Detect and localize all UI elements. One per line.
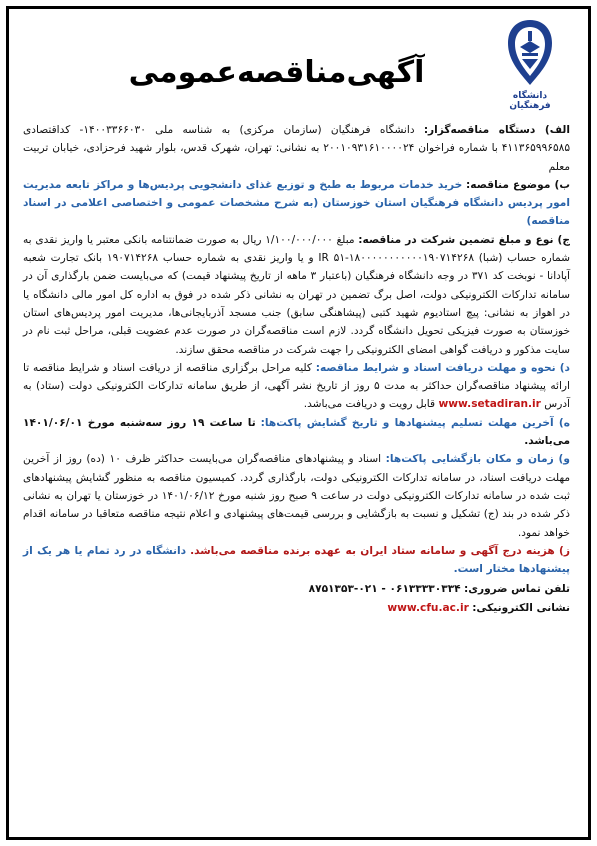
university-logo [492, 17, 568, 117]
contact-web [23, 599, 570, 617]
section-d [23, 359, 570, 414]
section-g-label: ز) هزینه درج آگهی و سامانه ستاد ایران به عهده برنده مناقصه می‌باشد. [190, 544, 570, 557]
logo-caption: دانشگاه فرهنگیان [509, 91, 551, 111]
setadiran-link[interactable]: www.setadiran.ir [438, 398, 541, 411]
section-c [23, 231, 570, 359]
section-f-label: و) زمان و مکان بازگشایی پاکت‌ها: [385, 453, 570, 466]
university-emblem-icon [502, 17, 558, 89]
phone-label: تلفن تماس ضروری: [464, 583, 570, 596]
section-a [23, 121, 570, 176]
section-d-text: کلیه مراحل برگزاری مناقصه از دریافت اسناد و شرایط مناقصه تا ارائه پیشنهاد مناقصه‌گران حداکثر به مدت ۵ روز از تاریخ نشر آگهی، از طریق سامانه تدارکات الکترونیکی دولت (ستاد) به آدرس [23, 361, 570, 411]
section-g-text: دانشگاه در رد تمام یا هر یک از پیشنهادها مختار است. [23, 544, 570, 576]
advertisement-frame [6, 6, 591, 840]
section-e-label: ه) آخرین مهلت تسلیم پیشنهادها و تاریخ گشایش پاکت‌ها: [260, 416, 570, 429]
section-e [23, 414, 570, 451]
section-c-text: مبلغ ۱/۱۰۰/۰۰۰/۰۰۰ ریال به صورت ضمانتنامه بانکی معتبر یا واریز نقدی به شماره حساب (شبا) IR ۵۱-۱۸۰۰۰۰۰۰۰۰۰۰۰۱۹۰۷۱۴۲۶۸ و یا واریز نقدی به شماره حساب ۱۹۰۷۱۴۲۶۸ بانک تجارت شعبه آپادانا - نوبخت کد ۳۷۱ در وجه دانشگاه فرهنگیان (باعتبار ۳ ماهه از تاریخ پیشنهاد قیمت) که می‌بایست ضمن بارگذاری آن در سامانه تدارکات الکترونیکی دولت، اصل برگ تضمین در تهران به نشانی ذکر شده در فوق به اداره کل امور مالی دانشگاه یا در اهواز به نشانی: پیچ استادیوم شهید کتبی (پیشاهنگی سابق) جنب مسجد آذربایجانی‌ها، مدیریت امور پردیس‌های استان خوزستان به صورت فیزیکی تحویل دانشگاه گردد. لازم است مناقصه‌گران در صورت عدم عضویت قبلی، مراحل ثبت نام در سایت مذکور و دریافت گواهی امضای الکترونیکی را جهت شرکت در مناقصه محقق سازند. [23, 233, 570, 356]
section-a-text: دانشگاه فرهنگیان (سازمان مرکزی) به شناسه ملی ۱۴۰۰۳۳۶۶۰۳۰- کداقتصادی ۴۱۱۳۶۵۹۹۶۵۸۵ با شماره فراخوان ۲۰۰۱۰۹۳۱۶۱۰۰۰۰۲۴ به نشانی: تهران، شهرک قدس، بلوار شهید فرحزادی، خیابان تربیت معلم [23, 124, 571, 173]
section-a-label: الف) دستگاه مناقصه‌گزار: [423, 124, 570, 136]
section-e-text: تا ساعت ۱۹ روز سه‌شنبه مورخ ۱۴۰۱/۰۶/۰۱ می‌باشد. [23, 416, 570, 448]
section-g [23, 542, 570, 579]
section-f [23, 450, 570, 541]
header [23, 15, 570, 121]
phone-number: ۰۶۱۳۳۳۳۰۳۳۴ - ۰۲۱-۸۷۵۱۳۵۳ [308, 583, 461, 596]
section-f-text: اسناد و پیشنهادهای مناقصه‌گران می‌بایست حداکثر ظرف ۱۰ (ده) روز از آخرین مهلت دریافت اسناد، در سامانه تدارکات الکترونیکی دولت، بارگذاری گردد. کمیسیون مناقصه به منظور گشایش پیشنهادهای ثبت شده در سامانه تدارکات الکترونیکی دولت در ساعت ۹ صبح روز شنبه مورخ ۱۴۰۱/۰۶/۱۲ در خوزستان یا تهران به نشانی ذکر شده در بند (ج) تشکیل و نسبت به بازگشایی و بررسی قیمت‌های پیشنهادی و اعلام نتیجه مناقصه متعاقبا در سامانه اقدام خواهد نمود. [23, 453, 570, 539]
section-c-label: ج) نوع و مبلغ تضمین شرکت در مناقصه: [358, 233, 570, 246]
section-d-text-after: قابل رویت و دریافت می‌باشد. [303, 398, 436, 411]
contact-phone [23, 580, 570, 598]
section-b-label: ب) موضوع مناقصه: [466, 178, 570, 191]
section-d-label: د) نحوه و مهلت دریافت اسناد و شرایط مناقصه: [315, 361, 570, 374]
web-label: نشانی الکترونیکی: [472, 601, 570, 614]
cfu-website-link[interactable]: www.cfu.ac.ir [387, 601, 469, 614]
section-b [23, 176, 570, 231]
page-title: آگهی‌مناقصه‌عمومی [128, 55, 425, 90]
advertisement-body [23, 121, 570, 617]
section-b-text: خرید خدمات مربوط به طبخ و توزیع غذای دانشجویی پردیس‌ها و مراکز تابعه مدیریت امور پردیس دانشگاه فرهنگیان استان خوزستان (به شرح مشخصات عمومی و اختصاصی اعلامی در اسناد مناقصه) [23, 178, 570, 228]
